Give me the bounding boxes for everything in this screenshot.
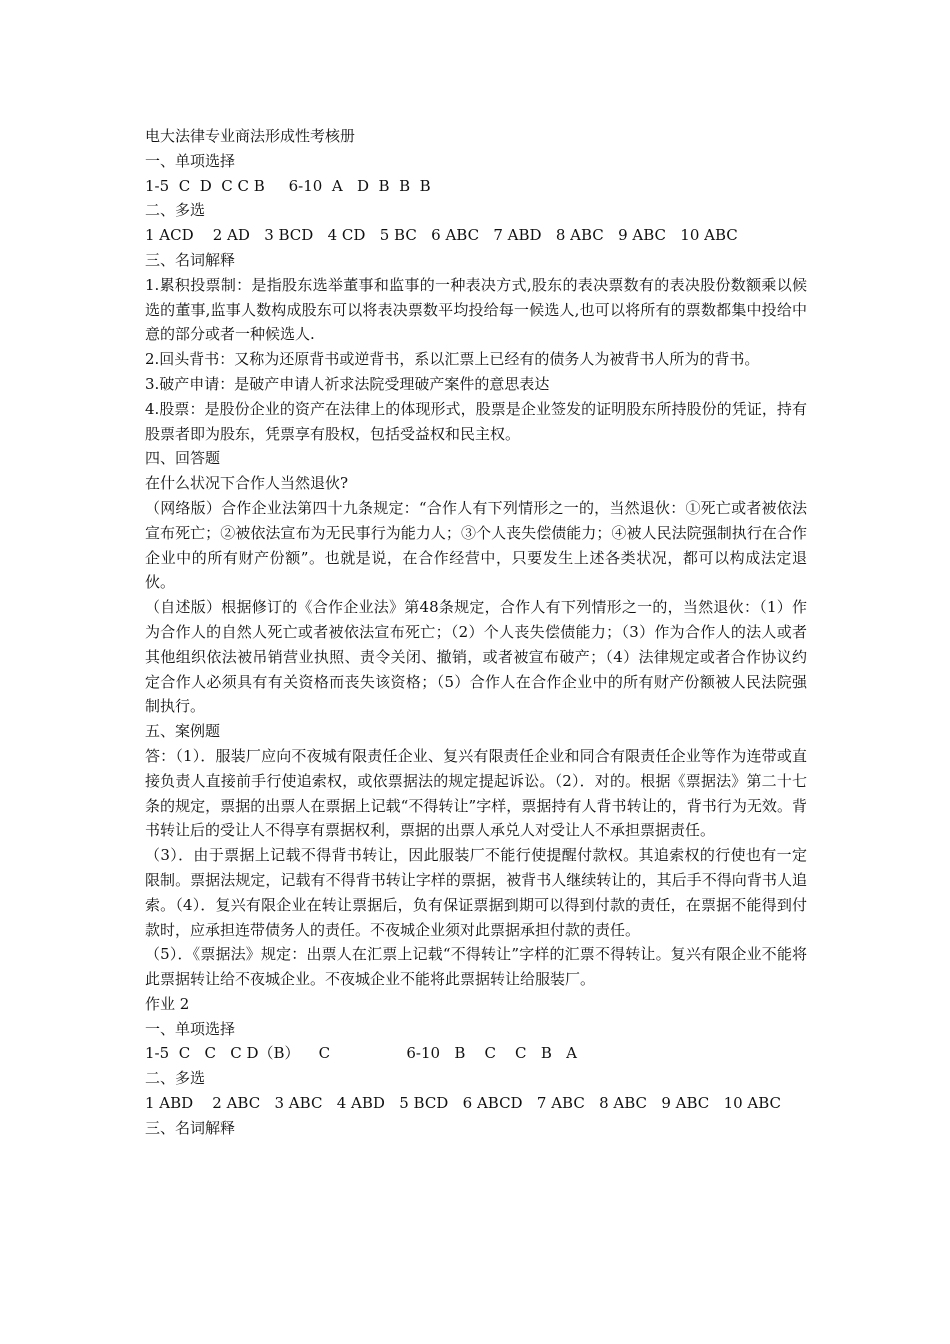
single-choice-answers: 1-5 C C C D（B） C 6-10 B C C B A bbox=[145, 1044, 577, 1063]
question-text: 在什么状况下合作人当然退伙? bbox=[145, 474, 349, 493]
homework-2-title: 作业 2 bbox=[145, 994, 190, 1013]
section-heading-case-study: 五、案例题 bbox=[145, 722, 221, 741]
term-definition: 1.累积投票制：是指股东选举董事和监事的一种表决方式,股东的表决票数有的表决股份数额乘以候选的董事,监事人数构成股东可以将表决票数平均投给每一候选人,也可以将所有的票数都集中投给中意的部分或者一种候选人. bbox=[145, 275, 807, 344]
section-heading-multiple-choice: 二、多选 bbox=[145, 201, 206, 220]
answer-paragraph: （自述版）根据修订的《合作企业法》第48条规定，合作人有下列情形之一的，当然退伙：（1）作为合作人的自然人死亡或者被依法宣布死亡；（2）个人丧失偿债能力；（3）作为合作人的法人或者其他组织依法被吊销营业执照、责令关闭、撤销，或者被宣布破产；（4）法律规定或者合作协议约定合作人必须具有有关资格而丧失该资格；（5）合作人在合作企业中的所有财产份额被人民法院强制执行。 bbox=[145, 598, 807, 716]
section-heading-questions: 四、回答题 bbox=[145, 449, 221, 468]
multiple-choice-answers: 1 ACD 2 AD 3 BCD 4 CD 5 BC 6 ABC 7 ABD 8 ABC 9 ABC 10 ABC bbox=[145, 226, 738, 245]
section-heading-term-definitions: 三、名词解释 bbox=[145, 250, 236, 269]
document-title: 电大法律专业商法形成性考核册 bbox=[145, 127, 356, 145]
case-answer-paragraph: （5）．《票据法》规定：出票人在汇票上记载“不得转让”字样的汇票不得转让。复兴有限企业不能将此票据转让给不夜城企业。不夜城企业不能将此票据转让给服装厂。 bbox=[145, 945, 807, 989]
case-answer-paragraph: （3）．由于票据上记载不得背书转让，因此服装厂不能行使提醒付款权。其追索权的行使也有一定限制。票据法规定，记载有不得背书转让字样的票据，被背书人继续转让的，其后手不得向背书人追索。（4）．复兴有限企业在转让票据后，负有保证票据到期可以得到付款的责任，在票据不能得到付款时，应承担连带债务人的责任。不夜城企业须对此票据承担付款的责任。 bbox=[145, 846, 807, 939]
case-answer-paragraph: 答：（1）．服装厂应向不夜城有限责任企业、复兴有限责任企业和同合有限责任企业等作为连带或直接负责人直接前手行使追索权，或依票据法的规定提起诉讼。（2）．对的。根据《票据法》第二十七条的规定，票据的出票人在票据上记载“不得转让”字样，票据持有人背书转让的，背书行为无效。背书转让后的受让人不得享有票据权利，票据的出票人承兑人对受让人不承担票据责任。 bbox=[145, 746, 807, 840]
term-definition: 2.回头背书：又称为还原背书或逆背书，系以汇票上已经有的债务人为被背书人所为的背书。 bbox=[145, 350, 760, 369]
term-definition: 3.破产申请：是破产申请人祈求法院受理破产案件的意思表达 bbox=[145, 374, 550, 393]
section-heading-single-choice: 一、单项选择 bbox=[145, 151, 236, 170]
section-heading-term-definitions: 三、名词解释 bbox=[145, 1118, 236, 1137]
answer-paragraph: （网络版）合作企业法第四十九条规定：“合作人有下列情形之一的，当然退伙：①死亡或者被依法宣布死亡；②被依法宣布为无民事行为能力人；③个人丧失偿债能力；④被人民法院强制执行在合作企业中的所有财产份额”。也就是说，在合作经营中，只要发生上述各类状况，都可以构成法定退伙。 bbox=[145, 498, 807, 592]
single-choice-answers: 1-5 C D C C B 6-10 A D B B B bbox=[145, 176, 431, 195]
multiple-choice-answers: 1 ABD 2 ABC 3 ABC 4 ABD 5 BCD 6 ABCD 7 ABC 8 ABC 9 ABC 10 ABC bbox=[145, 1094, 782, 1113]
term-definition: 4.股票：是股份企业的资产在法律上的体现形式，股票是企业签发的证明股东所持股份的凭证，持有股票者即为股东，凭票享有股权，包括受益权和民主权。 bbox=[145, 399, 807, 443]
section-heading-single-choice: 一、单项选择 bbox=[145, 1019, 236, 1038]
section-heading-multiple-choice: 二、多选 bbox=[145, 1069, 206, 1088]
document-page bbox=[145, 124, 807, 1141]
